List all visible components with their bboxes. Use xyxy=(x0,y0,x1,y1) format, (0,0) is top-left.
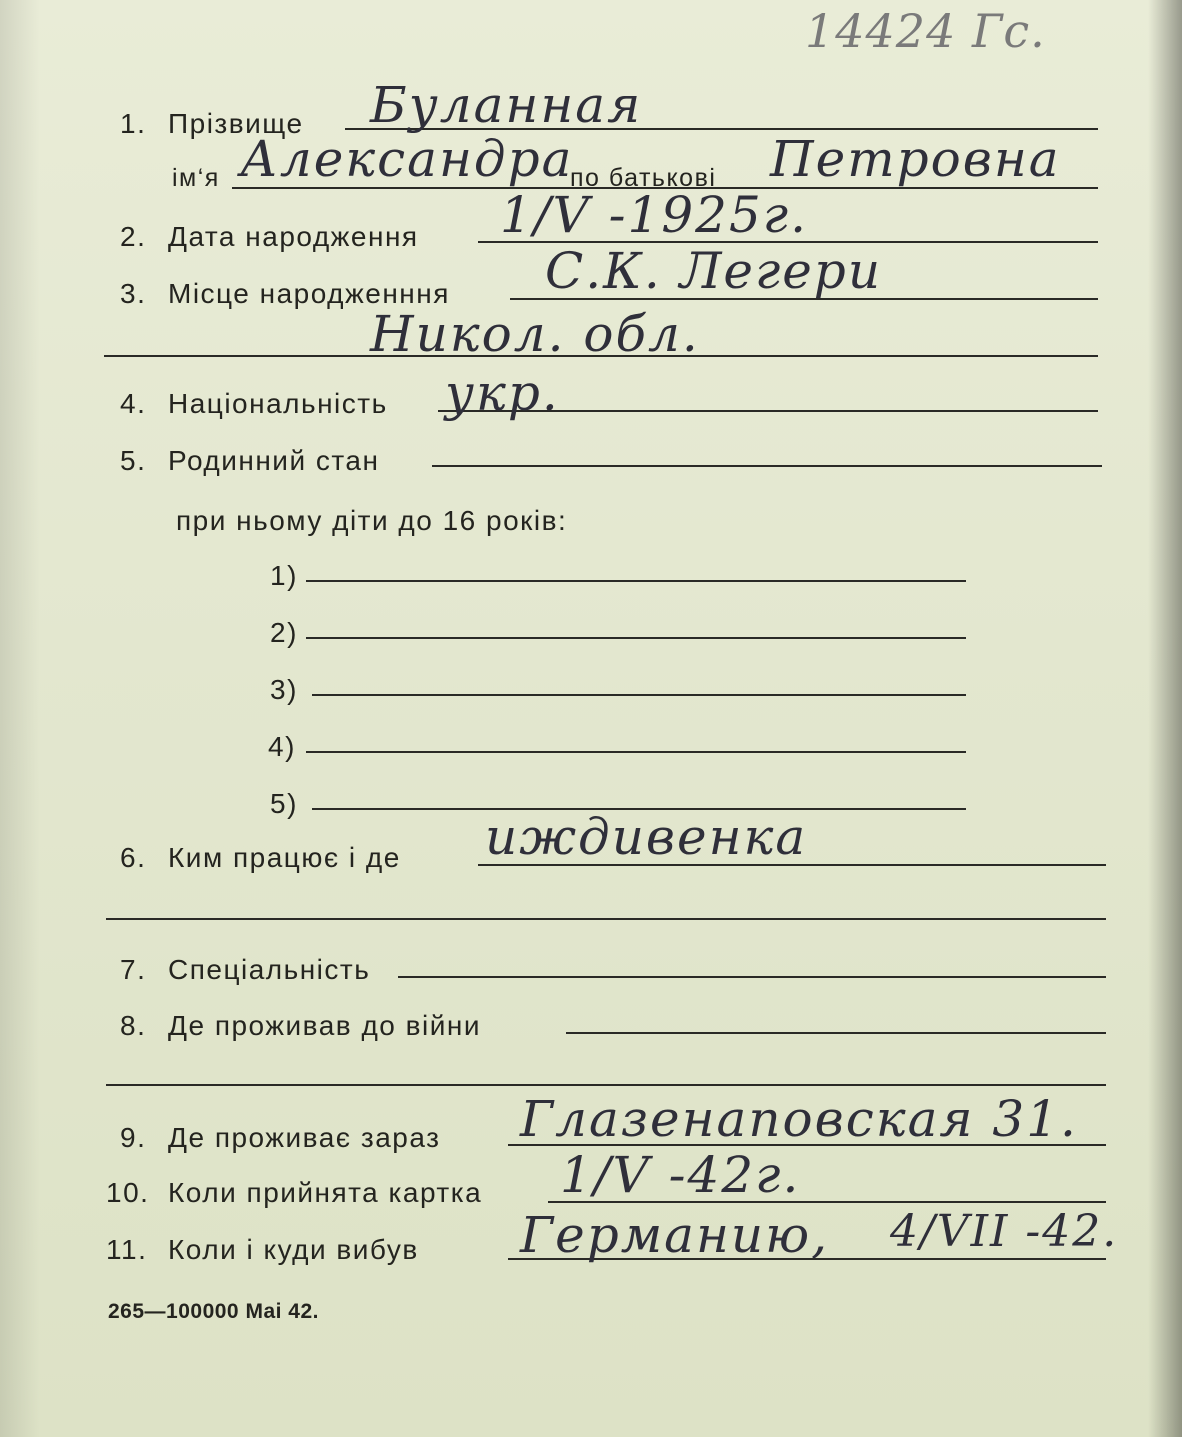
field-2-number: 2. xyxy=(120,221,147,252)
field-4-label: Національність xyxy=(168,388,388,419)
children-label: при ньому діти до 16 років: xyxy=(176,505,568,536)
field-11-date: 4/VII -42. xyxy=(890,1206,1119,1257)
name-value: Александра xyxy=(240,130,574,188)
field-8-line xyxy=(566,1032,1106,1034)
field-9-number: 9. xyxy=(120,1122,147,1153)
field-4-value: укр. xyxy=(445,364,560,422)
field-10-label: Коли прийнята картка xyxy=(168,1177,483,1208)
child-4-label: 4) xyxy=(268,731,296,762)
patronymic-label: по батькові xyxy=(570,164,717,192)
child-2-line xyxy=(306,637,966,639)
field-8-label: Де проживав до війни xyxy=(168,1010,481,1041)
patronymic-value: Петровна xyxy=(770,130,1061,188)
field-7-label: Спеціальність xyxy=(168,954,371,985)
child-1-label: 1) xyxy=(270,560,298,591)
field-6-number: 6. xyxy=(120,842,147,873)
pencil-archive-number: 14424 Гс. xyxy=(805,4,1046,58)
field-3-number: 3. xyxy=(120,278,147,309)
field-9-value: Глазенаповская 31. xyxy=(520,1090,1078,1148)
field-1-number: 1. xyxy=(120,108,147,139)
field-3-label: Місце народженння xyxy=(168,278,450,309)
field-11-value: Германию, xyxy=(520,1206,830,1264)
child-4-line xyxy=(306,751,966,753)
field-6-line-2 xyxy=(106,918,1106,920)
field-7-line xyxy=(398,976,1106,978)
field-10-value: 1/V -42г. xyxy=(560,1146,801,1204)
field-4-number: 4. xyxy=(120,388,147,419)
field-7-number: 7. xyxy=(120,954,147,985)
field-6-label: Ким працює і де xyxy=(168,842,401,873)
child-5-label: 5) xyxy=(270,788,298,819)
child-3-label: 3) xyxy=(270,674,298,705)
field-2-value: 1/V -1925г. xyxy=(500,186,808,244)
field-3-value: С.К. Легери xyxy=(545,242,883,300)
field-5-number: 5. xyxy=(120,445,147,476)
field-1-label: Прізвище xyxy=(168,108,304,139)
field-8-number: 8. xyxy=(120,1010,147,1041)
field-11-label: Коли і куди вибув xyxy=(168,1234,419,1265)
field-6-value: иждивенка xyxy=(485,808,808,866)
field-1-value: Буланная xyxy=(370,76,643,134)
field-9-label: Де проживає зараз xyxy=(168,1122,441,1153)
child-2-label: 2) xyxy=(270,617,298,648)
field-8-line-2 xyxy=(106,1084,1106,1086)
child-3-line xyxy=(312,694,966,696)
print-footer: 265—100000 Mai 42. xyxy=(108,1300,319,1323)
field-5-label: Родинний стан xyxy=(168,445,380,476)
name-label: ім‘я xyxy=(172,164,220,192)
field-5-line xyxy=(432,465,1102,467)
child-1-line xyxy=(306,580,966,582)
field-11-number: 11. xyxy=(106,1234,148,1265)
field-3-value-2: Никол. обл. xyxy=(370,305,700,363)
field-2-label: Дата народження xyxy=(168,221,419,252)
field-10-number: 10. xyxy=(106,1177,150,1208)
